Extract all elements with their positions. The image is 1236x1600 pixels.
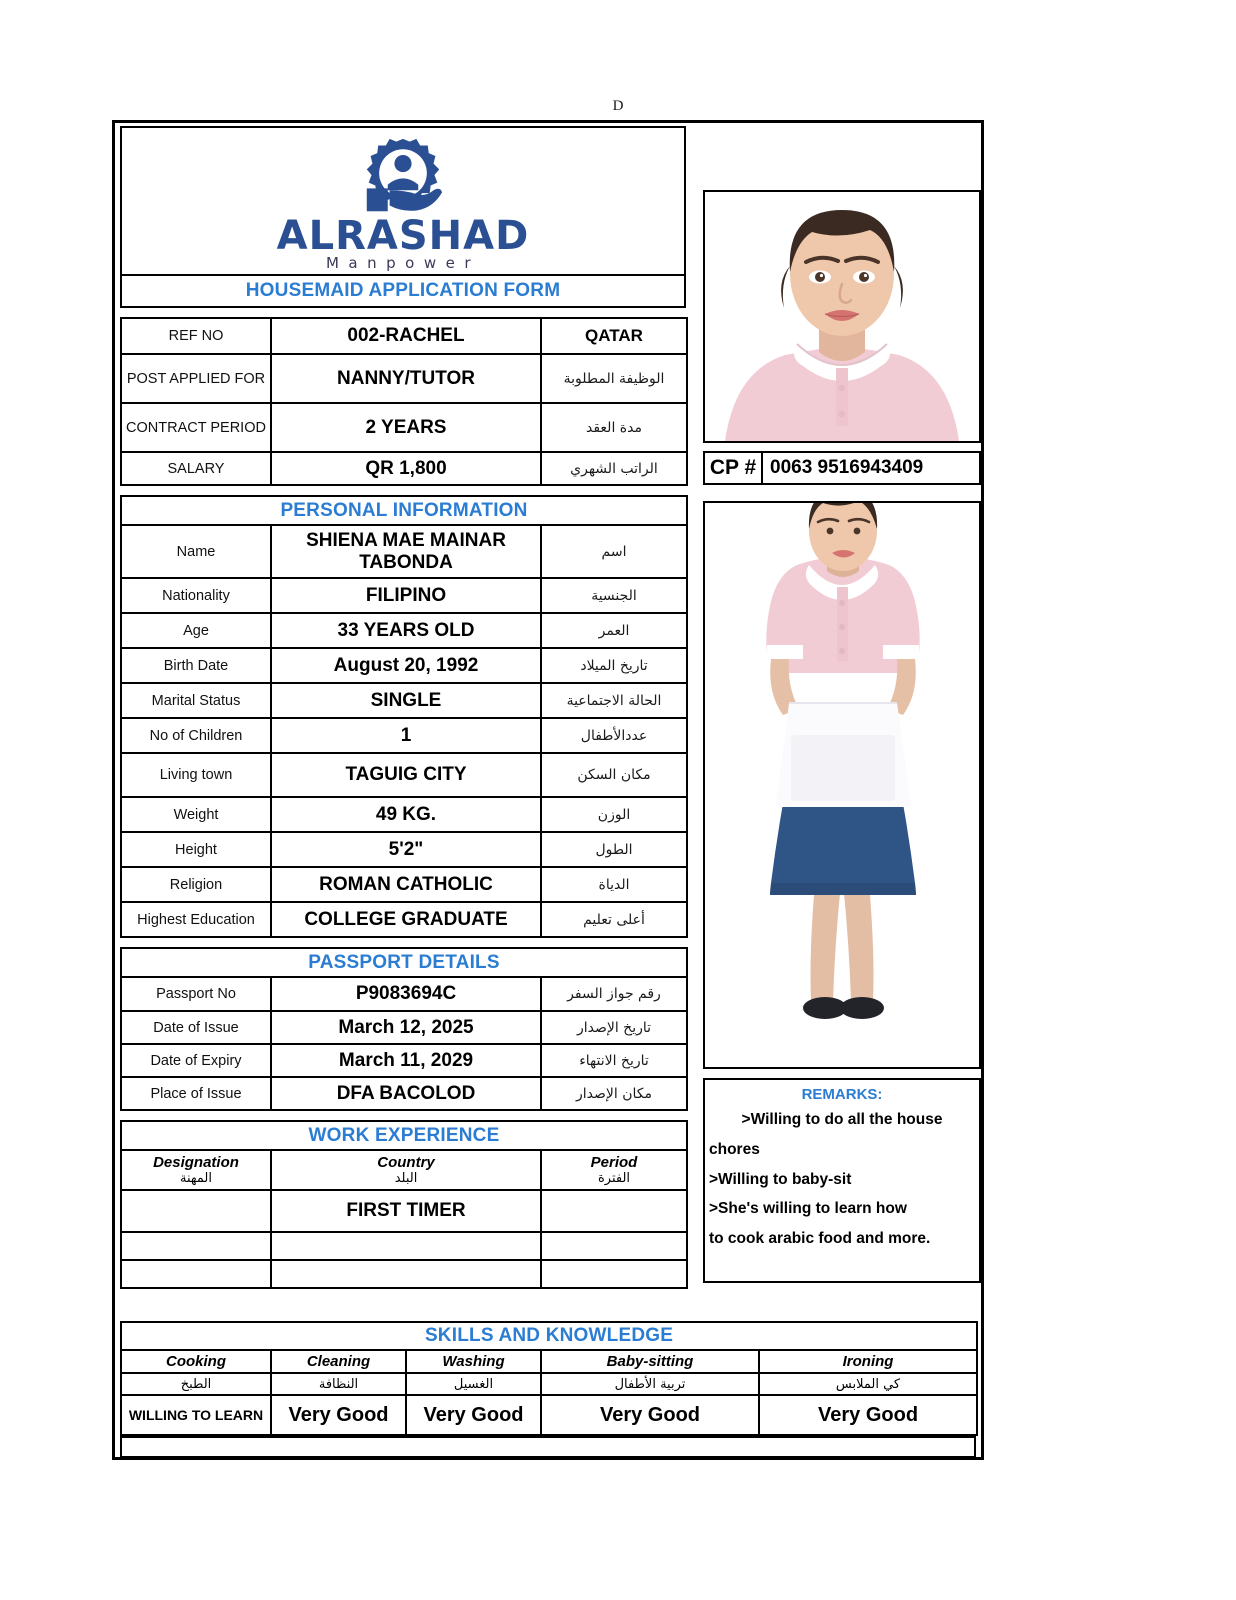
- table-row: [121, 1077, 687, 1110]
- ref-no-value: 002-RACHEL: [271, 318, 541, 354]
- date-of-issue-label: Date of Issue: [121, 1011, 271, 1044]
- date-of-issue-value: March 12, 2025: [271, 1011, 541, 1044]
- passport-no-label: Passport No: [121, 977, 271, 1011]
- section-header-row: [121, 496, 687, 525]
- washing-label-en: Washing: [442, 1353, 505, 1370]
- country-label-ar: البلد: [394, 1171, 418, 1186]
- gear-person-hand-icon: [345, 135, 461, 217]
- ironing-label-en: Ironing: [842, 1353, 894, 1370]
- name-value: SHIENA MAE MAINAR TABONDA: [271, 525, 541, 578]
- work-experience-heading: WORK EXPERIENCE: [121, 1121, 687, 1150]
- name-arabic: اسم: [541, 525, 687, 578]
- work-experience-table: [120, 1120, 688, 1289]
- period-label-en: Period: [590, 1154, 638, 1171]
- skills-and-knowledge-table: [120, 1321, 978, 1436]
- experience-designation-3: [121, 1260, 271, 1288]
- marital-status-value: SINGLE: [271, 683, 541, 718]
- skill-arabic-cleaning: [271, 1373, 406, 1395]
- table-row: [121, 1044, 687, 1077]
- contact-number-row: [703, 451, 981, 485]
- skills-heading: SKILLS AND KNOWLEDGE: [121, 1322, 977, 1350]
- skill-header-cooking: [121, 1350, 271, 1373]
- headshot-illustration: [705, 192, 979, 441]
- height-arabic: الطول: [541, 832, 687, 867]
- cp-label: CP #: [705, 453, 763, 483]
- cp-number: 0063 9516943409: [770, 457, 924, 478]
- table-row: [121, 902, 687, 937]
- table-row: [121, 1011, 687, 1044]
- cleaning-rating: Very Good: [271, 1395, 406, 1435]
- passport-no-value: P9083694C: [271, 977, 541, 1011]
- post-applied-value: NANNY/TUTOR: [271, 354, 541, 403]
- page-marker: D: [612, 98, 624, 114]
- skills-footer-blank-row: [120, 1436, 976, 1458]
- passport-details-table: [120, 947, 688, 1111]
- applicant-headshot-photo: [703, 190, 981, 443]
- experience-country-1: FIRST TIMER: [271, 1190, 541, 1232]
- form-title-bar: [120, 274, 686, 308]
- table-row: [121, 977, 687, 1011]
- children-label: No of Children: [121, 718, 271, 753]
- experience-country-2: [271, 1232, 541, 1260]
- baby-sitting-rating: Very Good: [541, 1395, 759, 1435]
- skill-arabic-cooking: [121, 1373, 271, 1395]
- salary-arabic: الراتب الشهري: [541, 452, 687, 485]
- children-arabic: عددالأطفال: [541, 718, 687, 753]
- skill-header-washing: [406, 1350, 541, 1373]
- applicant-full-body-photo: [703, 501, 981, 1069]
- period-column-header: [541, 1150, 687, 1190]
- spacer: [120, 1111, 686, 1120]
- post-applied-arabic: الوظيفة المطلوبة: [541, 354, 687, 403]
- date-of-expiry-label: Date of Expiry: [121, 1044, 271, 1077]
- remark-line-2: chores: [709, 1140, 760, 1158]
- name-label: Name: [121, 525, 271, 578]
- column-header-row: [121, 1150, 687, 1190]
- experience-designation-1: [121, 1190, 271, 1232]
- column-header-arabic-row: [121, 1373, 977, 1395]
- form-title: HOUSEMAID APPLICATION FORM: [245, 280, 561, 301]
- washing-label-ar: الغسيل: [453, 1376, 494, 1392]
- table-row: [121, 613, 687, 648]
- experience-period-2: [541, 1232, 687, 1260]
- experience-country-3: [271, 1260, 541, 1288]
- company-logo-block: [120, 126, 686, 274]
- education-arabic: أعلى تعليم: [541, 902, 687, 937]
- marital-status-label: Marital Status: [121, 683, 271, 718]
- cooking-rating: WILLING TO LEARN: [121, 1395, 271, 1435]
- place-of-issue-label: Place of Issue: [121, 1077, 271, 1110]
- table-row: [121, 318, 687, 354]
- birth-date-arabic: تاريخ الميلاد: [541, 648, 687, 683]
- passport-no-arabic: رقم جواز السفر: [541, 977, 687, 1011]
- weight-arabic: الوزن: [541, 797, 687, 832]
- salary-label: SALARY: [121, 452, 271, 485]
- date-of-expiry-value: March 11, 2029: [271, 1044, 541, 1077]
- cooking-label-en: Cooking: [166, 1353, 226, 1370]
- skill-header-baby-sitting: [541, 1350, 759, 1373]
- weight-value: 49 KG.: [271, 797, 541, 832]
- age-value: 33 YEARS OLD: [271, 613, 541, 648]
- skill-arabic-baby-sitting: [541, 1373, 759, 1395]
- designation-label-en: Designation: [153, 1154, 239, 1171]
- column-header-row: [121, 1350, 977, 1373]
- height-label: Height: [121, 832, 271, 867]
- post-applied-label: POST APPLIED FOR: [121, 354, 271, 403]
- application-header-table: [120, 317, 688, 486]
- skill-arabic-washing: [406, 1373, 541, 1395]
- salary-value: QR 1,800: [271, 452, 541, 485]
- table-row: [121, 867, 687, 902]
- application-form-sheet: [112, 120, 984, 1460]
- ironing-rating: Very Good: [759, 1395, 977, 1435]
- ironing-label-ar: كي الملابس: [835, 1376, 901, 1392]
- company-tagline: Manpower: [325, 253, 480, 272]
- company-name: ALRASHAD: [276, 212, 530, 259]
- religion-label: Religion: [121, 867, 271, 902]
- skills-section: [120, 1321, 976, 1458]
- period-label-ar: الفترة: [597, 1171, 631, 1186]
- spacer: [120, 308, 686, 317]
- skill-header-ironing: [759, 1350, 977, 1373]
- contract-period-label: CONTRACT PERIOD: [121, 403, 271, 452]
- remarks-box: [703, 1078, 981, 1283]
- section-header-row: [121, 1121, 687, 1150]
- weight-label: Weight: [121, 797, 271, 832]
- table-row: [121, 832, 687, 867]
- experience-period-3: [541, 1260, 687, 1288]
- table-row: [121, 578, 687, 613]
- ref-no-label: REF NO: [121, 318, 271, 354]
- birth-date-value: August 20, 1992: [271, 648, 541, 683]
- spacer: [120, 938, 686, 947]
- age-arabic: العمر: [541, 613, 687, 648]
- cleaning-label-ar: النظافة: [318, 1376, 359, 1392]
- place-of-issue-arabic: مكان الإصدار: [541, 1077, 687, 1110]
- table-row: [121, 718, 687, 753]
- table-row: [121, 354, 687, 403]
- table-row: [121, 452, 687, 485]
- skill-header-cleaning: [271, 1350, 406, 1373]
- washing-rating: Very Good: [406, 1395, 541, 1435]
- living-town-label: Living town: [121, 753, 271, 797]
- height-value: 5'2": [271, 832, 541, 867]
- baby-sitting-label-ar: تربية الأطفال: [614, 1376, 686, 1392]
- cooking-label-ar: الطبخ: [180, 1376, 212, 1392]
- table-row: [121, 797, 687, 832]
- section-header-row: [121, 1322, 977, 1350]
- education-value: COLLEGE GRADUATE: [271, 902, 541, 937]
- remark-line-1: >Willing to do all the house: [741, 1111, 943, 1128]
- nationality-arabic: الجنسية: [541, 578, 687, 613]
- birth-date-label: Birth Date: [121, 648, 271, 683]
- table-row: [121, 648, 687, 683]
- marital-status-arabic: الحالة الاجتماعية: [541, 683, 687, 718]
- country-column-header: [271, 1150, 541, 1190]
- left-column: [120, 126, 686, 1289]
- nationality-label: Nationality: [121, 578, 271, 613]
- nationality-value: FILIPINO: [271, 578, 541, 613]
- place-of-issue-value: DFA BACOLOD: [271, 1077, 541, 1110]
- experience-designation-2: [121, 1232, 271, 1260]
- remark-line-5: to cook arabic food and more.: [709, 1230, 931, 1248]
- religion-value: ROMAN CATHOLIC: [271, 867, 541, 902]
- spacer: [120, 486, 686, 495]
- table-row: [121, 1232, 687, 1260]
- remark-line-4: >She's willing to learn how: [709, 1200, 907, 1218]
- table-row: [121, 525, 687, 578]
- designation-label-ar: المهنة: [180, 1171, 212, 1186]
- table-row: [121, 753, 687, 797]
- date-of-expiry-arabic: تاريخ الانتهاء: [541, 1044, 687, 1077]
- age-label: Age: [121, 613, 271, 648]
- personal-information-heading: PERSONAL INFORMATION: [121, 496, 687, 525]
- remarks-title: REMARKS:: [801, 1086, 883, 1103]
- cleaning-label-en: Cleaning: [306, 1353, 371, 1370]
- section-header-row: [121, 948, 687, 977]
- living-town-value: TAGUIG CITY: [271, 753, 541, 797]
- table-row: [121, 683, 687, 718]
- education-label: Highest Education: [121, 902, 271, 937]
- country-label-en: Country: [377, 1154, 435, 1171]
- table-row: [121, 1260, 687, 1288]
- table-row: [121, 1190, 687, 1232]
- baby-sitting-label-en: Baby-sitting: [606, 1353, 694, 1370]
- passport-details-heading: PASSPORT DETAILS: [121, 948, 687, 977]
- skill-rating-row: [121, 1395, 977, 1435]
- full-body-illustration: [705, 503, 979, 1067]
- experience-period-1: [541, 1190, 687, 1232]
- religion-arabic: الدياة: [541, 867, 687, 902]
- country-value: QATAR: [541, 318, 687, 354]
- date-of-issue-arabic: تاريخ الإصدار: [541, 1011, 687, 1044]
- living-town-arabic: مكان السكن: [541, 753, 687, 797]
- children-value: 1: [271, 718, 541, 753]
- designation-column-header: [121, 1150, 271, 1190]
- contract-period-arabic: مدة العقد: [541, 403, 687, 452]
- remark-line-3: >Willing to baby-sit: [709, 1170, 852, 1188]
- contract-period-value: 2 YEARS: [271, 403, 541, 452]
- personal-information-table: [120, 495, 688, 938]
- skill-arabic-ironing: [759, 1373, 977, 1395]
- table-row: [121, 403, 687, 452]
